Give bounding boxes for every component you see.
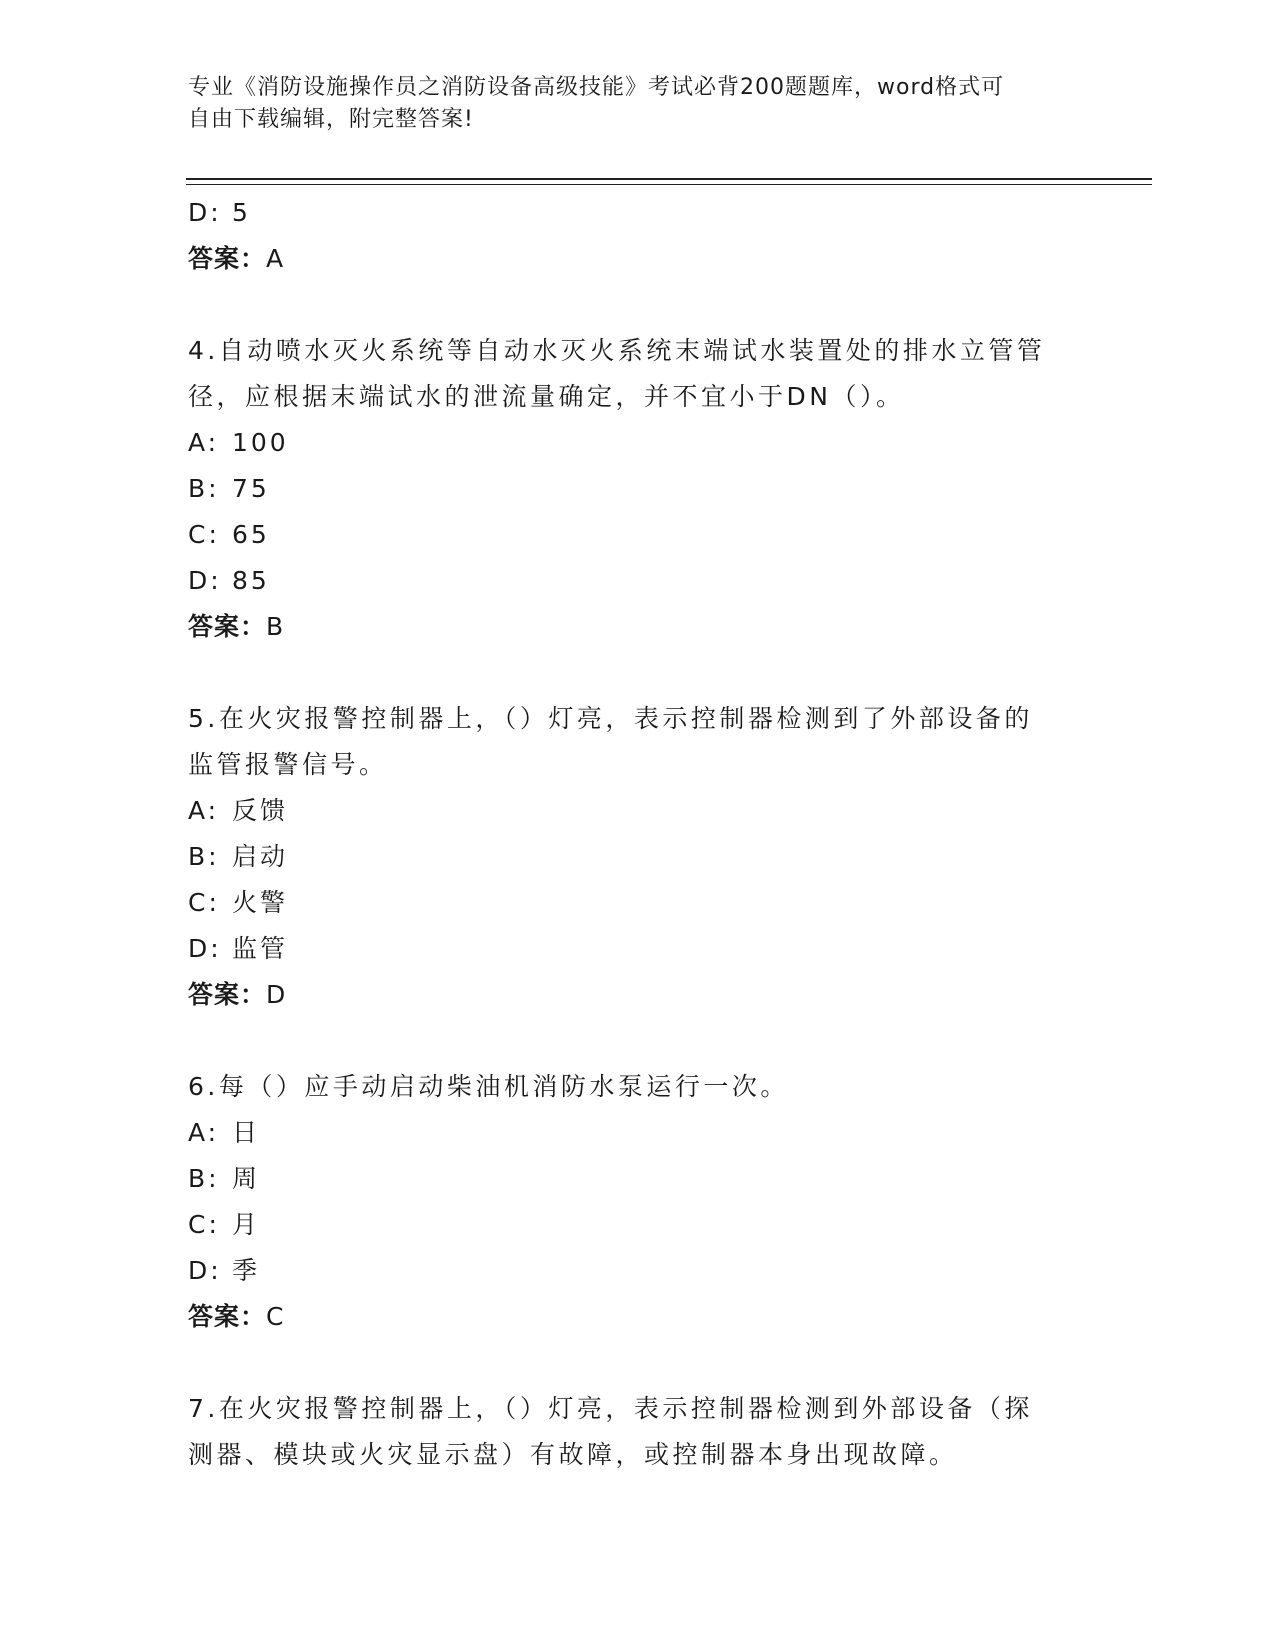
page-header (188, 72, 1068, 136)
option-b (188, 1156, 1088, 1202)
option-text: 监管 (232, 934, 289, 963)
option-letter: D: (188, 1256, 222, 1285)
option-a (188, 1110, 1088, 1156)
option-letter: D: (188, 934, 222, 963)
option-a (188, 420, 1088, 466)
option-text: 5 (232, 198, 251, 227)
option-text: 启动 (232, 842, 289, 871)
option-letter: C: (188, 520, 220, 549)
question-5 (188, 696, 1088, 1018)
option-d (188, 1248, 1088, 1294)
option-text: 反馈 (232, 796, 289, 825)
option-d (188, 190, 1088, 236)
option-letter: B: (188, 1164, 220, 1193)
header-line-1: 专业《消防设施操作员之消防设备高级技能》考试必背200题题库，word格式可 (188, 75, 1005, 100)
option-a (188, 788, 1088, 834)
question-text-line-1: 6.每（）应手动启动柴油机消防水泵运行一次。 (188, 1072, 789, 1101)
header-line-2: 自由下载编辑，附完整答案! (188, 107, 474, 132)
option-letter: B: (188, 474, 220, 503)
option-letter: C: (188, 888, 220, 917)
question-text-line-1: 4.自动喷水灭火系统等自动水灭火系统末端试水装置处的排水立管管 (188, 336, 1046, 365)
option-letter: B: (188, 842, 220, 871)
option-c (188, 512, 1088, 558)
option-text: 火警 (232, 888, 289, 917)
question-6 (188, 1064, 1088, 1340)
option-text: 月 (232, 1210, 261, 1239)
answer-line (188, 236, 1088, 282)
header-rule-thin (186, 184, 1152, 185)
answer-value: B (266, 612, 285, 641)
option-c (188, 880, 1088, 926)
option-letter: A: (188, 428, 220, 457)
option-c (188, 1202, 1088, 1248)
question-content (188, 190, 1088, 1478)
answer-line (188, 1294, 1088, 1340)
option-text: 65 (232, 520, 270, 549)
option-d (188, 926, 1088, 972)
option-letter: D: (188, 566, 222, 595)
answer-value: C (266, 1302, 285, 1331)
answer-line (188, 972, 1088, 1018)
option-letter: C: (188, 1210, 220, 1239)
answer-label: 答案： (188, 980, 267, 1009)
option-letter: D: (188, 198, 222, 227)
option-text: 85 (232, 566, 270, 595)
option-text: 周 (232, 1164, 261, 1193)
option-text: 100 (232, 428, 289, 457)
option-b (188, 466, 1088, 512)
header-rule-thick (186, 178, 1152, 180)
question-text-line-2: 监管报警信号。 (188, 750, 388, 779)
question-text-line-1: 7.在火灾报警控制器上，（）灯亮，表示控制器检测到外部设备（探 (188, 1394, 1033, 1423)
question-text-line-2: 测器、模块或火灾显示盘）有故障，或控制器本身出现故障。 (188, 1440, 958, 1469)
answer-label: 答案： (188, 1302, 267, 1331)
answer-line (188, 604, 1088, 650)
option-text: 季 (232, 1256, 261, 1285)
option-text: 75 (232, 474, 270, 503)
answer-label: 答案： (188, 612, 267, 641)
question-text-line-1: 5.在火灾报警控制器上，（）灯亮，表示控制器检测到了外部设备的 (188, 704, 1033, 733)
question-4 (188, 328, 1088, 650)
option-b (188, 834, 1088, 880)
answer-label: 答案： (188, 244, 267, 273)
answer-value: A (266, 244, 285, 273)
question-text-line-2: 径，应根据末端试水的泄流量确定，并不宜小于DN（）。 (188, 382, 905, 411)
option-d (188, 558, 1088, 604)
option-text: 日 (232, 1118, 261, 1147)
option-letter: A: (188, 1118, 220, 1147)
question-7 (188, 1386, 1088, 1478)
option-letter: A: (188, 796, 220, 825)
answer-value: D (266, 980, 287, 1009)
